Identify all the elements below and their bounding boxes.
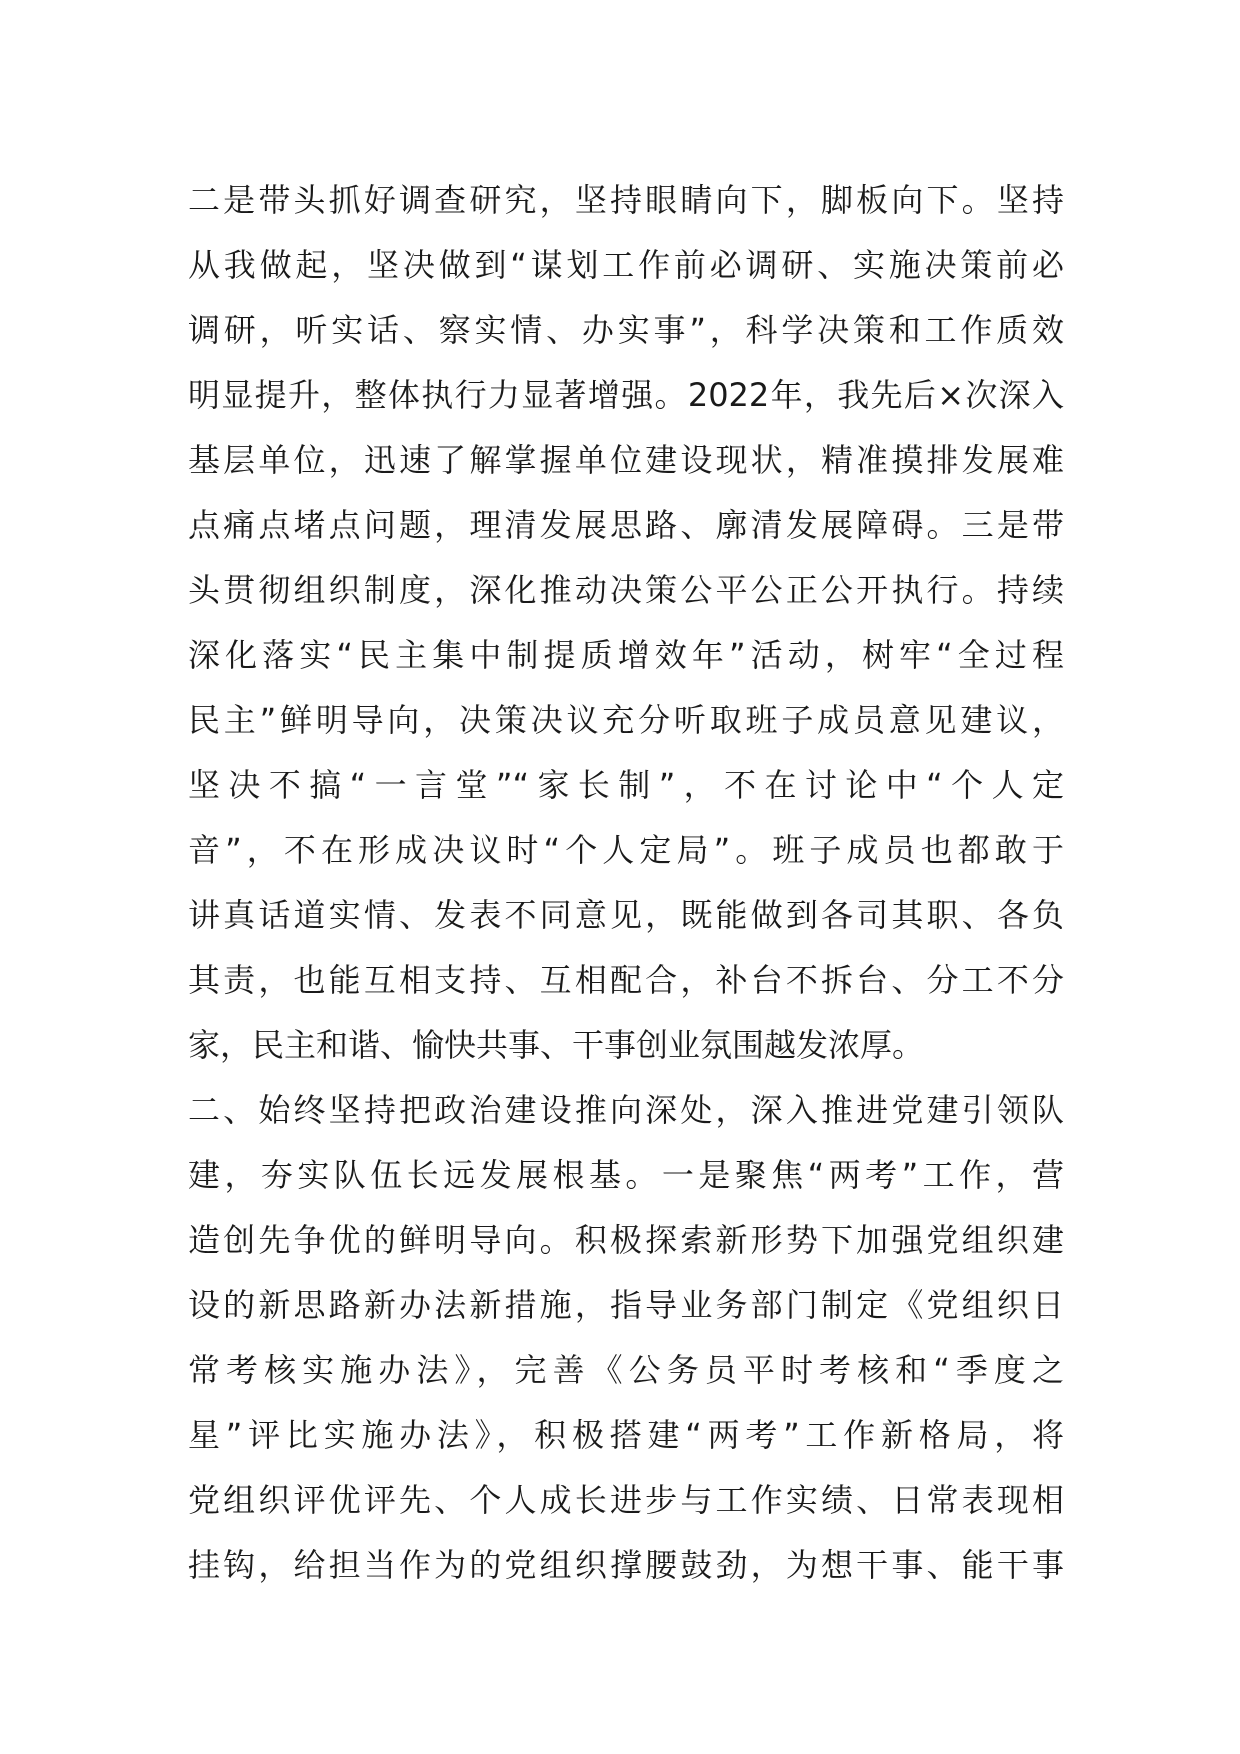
text-line: 民主”鲜明导向，决策决议充分听取班子成员意见建议，: [188, 701, 1064, 739]
text-line: 星”评比实施办法》，积极搭建“两考”工作新格局，将: [188, 1416, 1064, 1454]
text-line: 调研，听实话、察实情、办实事”，科学决策和工作质效: [188, 311, 1064, 349]
body-text: [188, 168, 1064, 1598]
text-line: 二是带头抓好调查研究，坚持眼睛向下，脚板向下。坚持: [188, 181, 1064, 219]
text-line: 建，夯实队伍长远发展根基。一是聚焦“两考”工作，营: [188, 1156, 1064, 1194]
text-line: 常考核实施办法》，完善《公务员平时考核和“季度之: [188, 1351, 1064, 1389]
text-line: 挂钩，给担当作为的党组织撑腰鼓劲，为想干事、能干事: [188, 1546, 1064, 1584]
text-line: 讲真话道实情、发表不同意见，既能做到各司其职、各负: [188, 896, 1064, 934]
text-line: 坚决不搞“一言堂”“家长制”，不在讨论中“个人定: [188, 766, 1064, 804]
text-line: 党组织评优评先、个人成长进步与工作实绩、日常表现相: [188, 1481, 1064, 1519]
text-line: 深化落实“民主集中制提质增效年”活动，树牢“全过程: [188, 636, 1064, 674]
text-line: 二、始终坚持把政治建设推向深处，深入推进党建引领队: [188, 1091, 1064, 1129]
text-line: 头贯彻组织制度，深化推动决策公平公正公开执行。持续: [188, 571, 1064, 609]
text-line: 设的新思路新办法新措施，指导业务部门制定《党组织日: [188, 1286, 1064, 1324]
text-line: 音”，不在形成决议时“个人定局”。班子成员也都敢于: [188, 831, 1064, 869]
text-line: 家，民主和谐、愉快共事、干事创业氛围越发浓厚。: [188, 1026, 925, 1064]
text-line: 点痛点堵点问题，理清发展思路、廓清发展障碍。三是带: [188, 506, 1064, 544]
text-line: 从我做起，坚决做到“谋划工作前必调研、实施决策前必: [188, 246, 1064, 284]
text-line: 明显提升，整体执行力显著增强。2022年，我先后×次深入: [188, 376, 1064, 414]
text-line: 其责，也能互相支持、互相配合，补台不拆台、分工不分: [188, 961, 1064, 999]
text-line: 造创先争优的鲜明导向。积极探索新形势下加强党组织建: [188, 1221, 1064, 1259]
text-line: 基层单位，迅速了解掌握单位建设现状，精准摸排发展难: [188, 441, 1064, 479]
